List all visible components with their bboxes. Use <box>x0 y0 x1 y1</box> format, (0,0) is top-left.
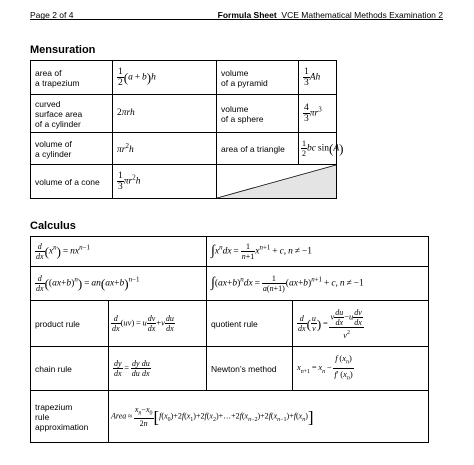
pyramid-volume-label: volume of a pyramid <box>217 61 299 95</box>
trapezium-area-formula: $\frac{1}{2}$ (a + b)h <box>113 61 217 95</box>
triangle-area-label: area of a triangle <box>217 133 299 165</box>
newtons-method-formula: $x_{n+1} = x_n$ − $\frac{f (x_n)}{f' (x_n)}$ <box>293 347 429 391</box>
linear-power-derivative-formula: $\frac{d}{dx}$ $((ax+b)^n) = an(ax+b)^{n-1}$ <box>31 267 207 301</box>
power-derivative-formula: $\frac{d}{dx}$ $(x^n) = nx^{n-1}$ <box>31 237 207 267</box>
mensuration-heading: Mensuration <box>30 44 96 56</box>
cylinder-volume-label: volume of a cylinder <box>31 133 113 165</box>
sphere-volume-formula: $\frac{4}{3}$ $\pi r^3$ <box>299 95 337 133</box>
linear-power-integral-formula: $\int(ax+b)^ndx$ = $\frac{1}{a(n+1)}$ $(ax+b)^{n+1} + c$, n ≠ −1 <box>207 267 429 301</box>
exam-title: VCE Mathematical Methods Examination 2 <box>281 10 443 20</box>
cylinder-surface-label: curved surface area of a cylinder <box>31 95 113 133</box>
pyramid-volume-formula: $\frac{1}{3}$ Ah <box>299 61 337 95</box>
cylinder-surface-formula: 2πrh <box>113 95 217 133</box>
mensuration-table <box>30 60 344 199</box>
product-rule-label: product rule <box>31 301 109 347</box>
sheet-title: Formula Sheet <box>217 10 277 20</box>
header-title <box>218 10 443 20</box>
trapezium-area-label: area of a trapezium <box>31 61 113 95</box>
diagonal-shading <box>217 165 336 198</box>
cone-volume-label: volume of a cone <box>31 165 113 199</box>
chain-rule-formula: $\frac{dy}{dx}$ = $\frac{dy}{du}$ $\frac{du}{dx}$ <box>109 347 207 391</box>
calculus-heading: Calculus <box>30 220 76 232</box>
power-integral-formula: $\int x^ndx$ = $\frac{1}{n+1}$ $x^{n+1} + c$, n ≠ −1 <box>207 237 429 267</box>
empty-shaded-cell <box>217 165 337 199</box>
page-header <box>30 0 443 20</box>
newtons-method-label: Newton’s method <box>207 347 293 391</box>
page-number: Page 2 of 4 <box>30 10 74 20</box>
trapezium-rule-formula: Area ≈ $\frac{x_n-x_0}{2n}$ $[f(x_0)+2f(x_1)+2f(x_2)+\dots+2f(x_{n-2})+2f(x_{n-1})+f(x_n)]$ <box>109 391 429 443</box>
quotient-rule-label: quotient rule <box>207 301 293 347</box>
product-rule-formula: $\frac{d}{dx}$ (uv) = u $\frac{dv}{dx}$ +v $\frac{du}{dx}$ <box>109 301 207 347</box>
chain-rule-label: chain rule <box>31 347 109 391</box>
cone-volume-formula: $\frac{1}{3}$ $\pi r^2h$ <box>113 165 217 199</box>
sphere-volume-label: volume of a sphere <box>217 95 299 133</box>
triangle-area-formula: $\frac{1}{2}$ bc sin(A) <box>299 133 337 165</box>
cylinder-volume-formula: $\pi r^2h$ <box>113 133 217 165</box>
quotient-rule-formula: $\frac{d}{dx}$ ( $\frac{u}{v}$ ) = v $\frac{du}{dx}$ −u $\frac{dv}{dx}$ $v^2$ <box>293 301 429 347</box>
trapezium-rule-label: trapezium rule approximation <box>31 391 109 443</box>
calculus-table <box>30 236 429 443</box>
